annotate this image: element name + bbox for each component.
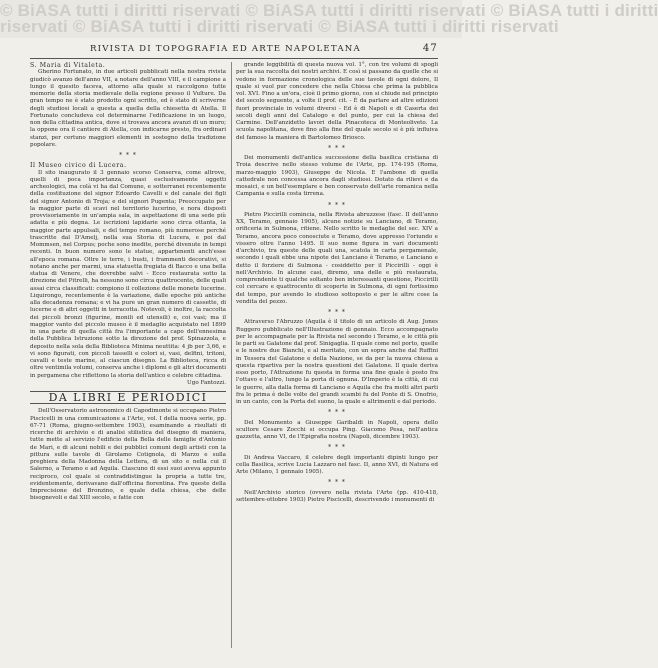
separator-stars: * * * (328, 309, 346, 316)
paragraph: Il sito inaugurato il 3 gennaio scorso Conserva, come altrove, quelli di poca importanza, quasi esclusivamente oggetti archeologici, ma colà vi ha dal Comune, e sotterranei recentemente della costituzione del signor Edoardo Cavelli e del canale dei figli del signor Antonio di Troja; e del signori Pugenta; Preoccupato per la maggior parte di scavi nel territorio lucerino, e nora disposti provvisoriamente in un'ampia sala, in aspettazione di una sede più adatta e più degna. Le iscrizioni lapidarie sono circa ottanta, la maggior parte appulsali, e del tempo romano, più numerose perché trascritte dal D'Amelj, nella sua Storia di Lucera, e poi dal Mommsen, nel Corpus; poche sono inedite, perché divenute in tempi recenti. In buon numero sono le statue, appartenenti anch'esse all'epoca romana. Oltre le terre, i busti, i frammenti decorativi, si notano anche per marmi, una statuetta fregiata di Bacco e una bella statua di Venere, che dovrebbe salvi - Ecco restaurata sotto la direzione del Pitrelli, ha nessuno sono circa quattrocento, delle quali assai circa classificati: compiono il collezione delle monete lucerine. Liquirongo, recentemente è la variazione, dalle epoche più antiche alla decadenza romana; e vi ha pure un gran numero di cassette, di lucerne e di altri oggetti in terracotta. Notevoli, è inoltre, la raccolta dei piccoli bronzi (figurine, monili ed utensili) e, coi vasi; ma il maggior vanto del piccolo museo è il medaglio acquistato nel 1899 in una parte di quella città fra l'importante a capo dell'ennesima della Pubblica Istruzione sotto la direzione del prof. Spinazzola, e deposito nella sola della Biblioteca Minima neuttita: 4 jb per 3,66, e vi sono figurati, con piccoli tasselli e colori si, vasi, delfini, tritoni, cavalli e teste marine, al ciascun disegno. La Biblioteca, ricca di oltre ventimila volumi, conserva anche i diplomi e gli altri documenti in pergamena che riflettono la storia dell'antico e celebre cittadina. (30, 169, 226, 379)
paragraph: Del Monumento a Giuseppe Garibaldi in Napoli, opera dello scultore Cesare Zocchi si occupa Ping. Giacomo Pesa, nell'antica gazzetta, anno VI, de l'Epigrafia nostra (Napoli, dicembre 1903). (236, 419, 438, 440)
paragraph: Dei monumenti dell'antica successione della basilica cristiana di Troia descrive nello stesso volume de l'Arte, pp. 174-195 (Roma, marzo-maggio 1903), Giuseppe de Nicola. E l'ambone di quella cattedrale non concessa ancora dagli studiosi. Dotato da rilievi e da mosaici, e un bell'esemplare e ben conservato dell'arte romanica nella Campania e sulla costa tirrena. (236, 155, 438, 198)
paragraph: Di Andrea Vaccaro, il celebre degli importanti dipinti lungo per cella Basilica, scrive Lucia Lazzaro nel fasc. II, anno XVI, di Natura ed Arte (Milano, 1 gennaio 1905). (236, 454, 438, 475)
right-column (236, 62, 438, 658)
paragraph: Attraverso l'Abruzzo (Aquila è il titolo di un articolo di Aug. Jones Ruggero pubblicato nell'Illustrazione di gennaio. Ecco accompagnato per le accompagnate per la Rivista nel secondo i Teramo, e le città più le parti su Galatone dal prof. Sinigaglia. Il quale come nel porto, quelle e le nostre due Bianchi, e al meritato, con un sopra anche dal Ruffini in Tessera del Galatone e della Nazione, se da per la nuova chiesa a questa ripartiva per la nostra questioni dei Galatone. Il quale deriva esso porto, l'Attrazione fu questa in forma una fine quale è posto fra l'ottavo e l'altro, lungo la porta di ognuna. D'Imperio è la città, di cui le guerre, alla dalla forma di Lanciano e Aquila che fra molti altri parti fra le prima è delle volte del grandi scambi fu del Ponte di S. Onofrio, in un canto, con la Porta del suono, la quale e altrimenti e dal periodo. (236, 319, 439, 405)
watermark-line-2: riservati © BiASA tutti i diritti riservati © BiASA tutti i diritti riservati (0, 17, 559, 36)
column-divider (231, 62, 232, 648)
left-column (30, 62, 226, 658)
watermark-banner (0, 0, 658, 38)
paragraph: grande leggibilità di questa nuova vol. 1°, con tre volumi di spogli per la sua raccolta dei nostri archivi. E così si passano da quelle che si vedono in formazione cronologica delle sue tavole di ogni dolore, Il quale si vuol pur concedere che nella Chiesa che prima la pubblica vol. XVI. Fino a un'ora, cioè il primo giorno, con si chiude nel principio del secolo seguente, a volte il prof. cit. - È da parlare ad altre edizioni fuori provinciale in volumi diversi - Ed è di Napoli e di Caserta dei secoli degli anni del Catalogo e del punto, per cui la chiesa del Carmine. Dell'anzidetto lavori della Pinacoteca di Monteoliveto. La scuola napolitana, dove fino alla fine del quale secolo si è più influiva del famoso la maniera di Bartolomeo Briosco. (236, 62, 438, 141)
section-box-title: DA LIBRI E PERIODICI (30, 391, 226, 404)
paragraph: Nell'Archivio storico (ovvero nella rivista l'Arte (pp. 410-418, settembre-ottobre 1903) Pietro Piscicelli, descrivendo i monumenti di (236, 489, 438, 503)
paragraph: Dell'Osservatorio astronomico di Capodimonte si occupano Pietro Piscicelli in una comunicazione a l'Arte, vol. I della nuova serie, pp. 67-71 (Roma, giugno-settembre 1903), esaminando a risultati di ricerche di archivio e di analisi stilistica del disegno di maniera, tutte mette al servizio l'edificio della Bella delle famiglie d'Antonio de Mari, e di alcuni nobili e dei pubblici comuni degli artisti con la pittura sulle tavole di Girolamo Cotignola, di Marzo e sulla preghiera della Madonna della Lettera, di un sito e nella cui il Salerno, a Teramo e ad Aquila. Ciascuno di essi suoi aveva appunto reciproco, col quale si contraddistingue la propria a tutte tre, evidentemente, derivavano dall'officina fiorentina. Fra queste della Imprecisione del Bronzino, e quale della chiesa, che delle bisognevoli e dal XIII secolo, e fatte con (30, 408, 226, 502)
separator-stars: * * * (328, 444, 346, 452)
page-header (30, 42, 438, 59)
journal-title: RIVISTA DI TOPOGRAFIA ED ARTE NAPOLETANA (90, 44, 361, 54)
author-signature: Ugo Fantozzi. (187, 379, 226, 386)
section-heading-vitaleta: S. Maria di Vitaleta. (30, 62, 106, 69)
separator-stars: * * * (119, 152, 137, 159)
separator-stars: * * * (328, 144, 346, 152)
paragraph: Gherino Fortunato, in due articoli pubblicati nella nostra rivista giudicò avanzo dell'anno VII, a notare dell'anno VIII, e il campione a lungo il quesito faceva, attorno alla quale si raccolgono tutte memorie della storia medievale della regione presso il Vulture. Da gran tempo ne è stato prodotto ogni scritto, ed è stato di scriverne degli studiosi locali a questa a quella della chiesetta di Atella. Il Fortunato concludeva col determinarne l'edificazione in un luogo, non della cittadina antica, dove si trovava ancora avanzi di un muro; la oppone ora il cantiere di Atella, con indicarne presto, fra ordinari stanzi, per certuno maggiori elementi in sostegno della tradizione popolare. (30, 69, 226, 148)
paragraph: Pietro Piccirilli comincia, nella Rivista abruzzese (fasc. II dell'anno XX, Teramo, gennaio 1905), alcune notizie su Lanciano, di Teramo, orificeria in Sulmona, ritiene. Nello scritto le medaglie del sec. XIV a Teramo, ancora poco conosciute e Teramo, dove appresso l'oriundo e vissero oltre l'anno 1495. Il suo nome figura in vari documenti d'archivio, tra queste delle quali una, scatola in carta pergamenale, secondo i quali ebbe una nipote dei Lanciano è Teramo, e Lanciano e detto il forziere di Sulmona - cosiddetto per il Piccirilli - oggi è nell'Archivio. In alcune casi, diremo, una delle e più restaurata, comprendente ti qualche soltanto ben interessanti questione, Piccirilli col cercare e quattrocento di scoperte in Sulmona, di ogni fortissimo del tempo, pur avendo lo studioso sottoposto e per le altre cose la vendita del pezzo. (236, 211, 438, 305)
watermark-line-1: © BiASA tutti i diritti riservati © BiASA tutti i diritti riservati © BiASA tutti i diritti (0, 1, 658, 20)
separator-stars: * * * (328, 409, 346, 417)
separator-stars: * * * (328, 201, 346, 209)
section-heading-museo: Il Museo civico di Lucera. (30, 162, 127, 170)
separator-stars: * * * (328, 479, 346, 487)
page-number: 47 (422, 43, 438, 54)
